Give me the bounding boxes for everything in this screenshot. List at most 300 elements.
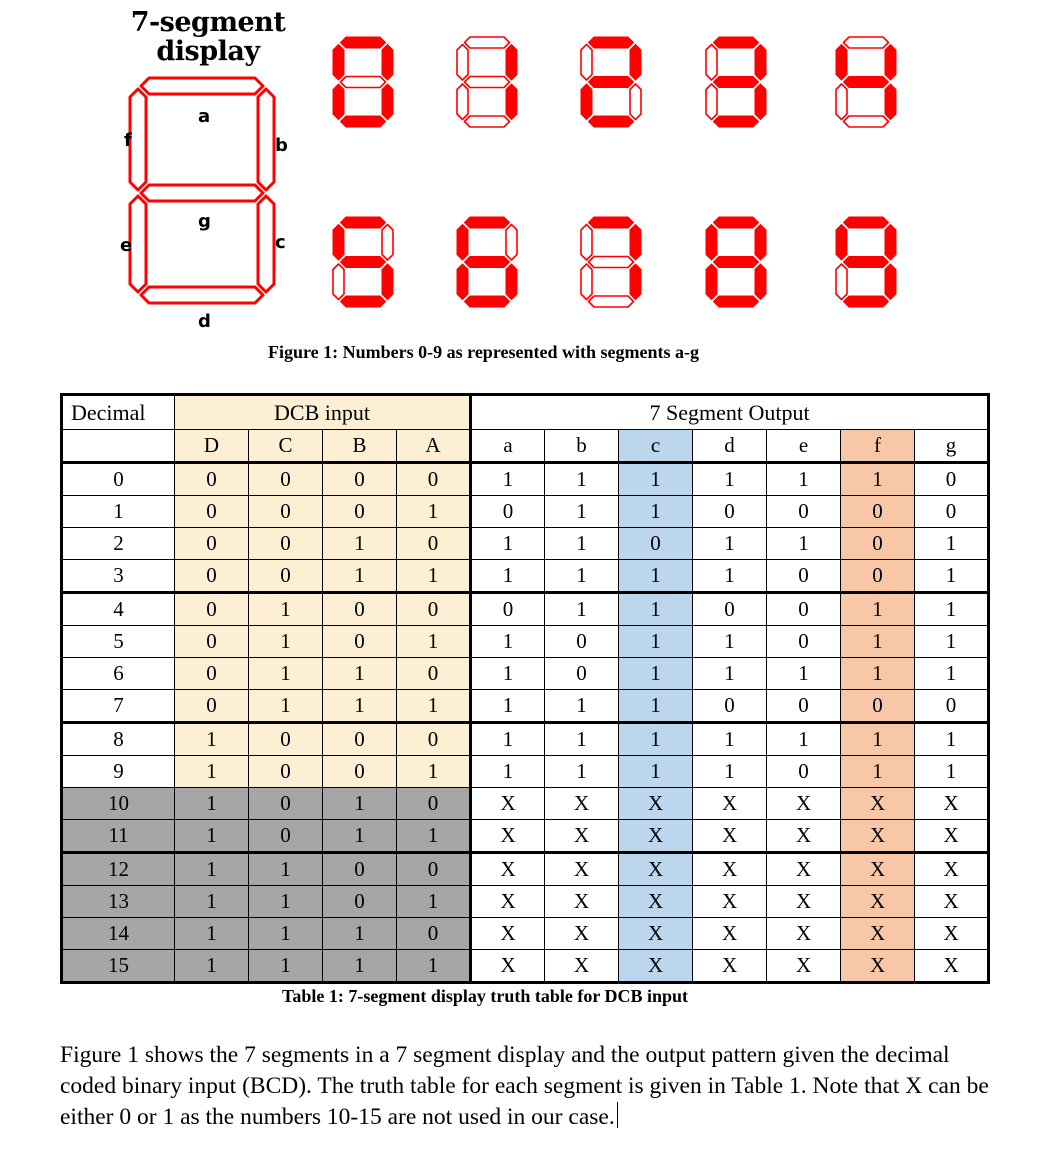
digit-7-segment-e — [581, 264, 592, 300]
input-cell-A: 1 — [397, 626, 471, 658]
input-cell-A: 0 — [397, 918, 471, 950]
input-cell-B: 0 — [323, 463, 397, 496]
input-cell-D: 1 — [175, 756, 249, 788]
text-cursor — [617, 1102, 618, 1128]
output-cell-b: 1 — [545, 496, 619, 528]
digit-8-segment-g — [714, 257, 759, 268]
digit-0-segment-a — [341, 37, 386, 48]
digit-2-segment-a — [589, 37, 634, 48]
segment-label-f: f — [124, 130, 132, 151]
digit-2-segment-d — [589, 116, 634, 127]
table-row — [62, 528, 989, 560]
digit-2-segment-b — [630, 45, 641, 81]
output-cell-g: 1 — [915, 560, 989, 593]
description-paragraph[interactable] — [60, 1040, 990, 1133]
table-row — [62, 756, 989, 788]
output-cell-g: X — [915, 820, 989, 853]
output-cell-g: 0 — [915, 463, 989, 496]
digit-5-segment-a — [341, 217, 386, 228]
input-cell-D: 1 — [175, 723, 249, 756]
input-cell-D: 0 — [175, 560, 249, 593]
output-cell-b: X — [545, 820, 619, 853]
input-cell-C: 1 — [249, 690, 323, 723]
output-cell-d: 0 — [693, 690, 767, 723]
output-cell-a: X — [471, 886, 545, 918]
output-cell-c: 1 — [619, 626, 693, 658]
output-cell-g: 1 — [915, 756, 989, 788]
output-cell-b: 1 — [545, 560, 619, 593]
digit-8-segment-e — [706, 264, 717, 300]
input-cell-D: 0 — [175, 528, 249, 560]
decimal-cell: 9 — [62, 756, 175, 788]
output-cell-a: X — [471, 820, 545, 853]
input-group-header: DCB input — [175, 395, 471, 430]
output-cell-e: 1 — [767, 463, 841, 496]
segment-label-d: d — [198, 311, 211, 332]
input-cell-A: 0 — [397, 463, 471, 496]
decimal-cell: 8 — [62, 723, 175, 756]
digit-6-segment-a — [465, 217, 510, 228]
digit-2 — [580, 36, 642, 133]
reference-segment-g — [141, 185, 263, 201]
digit-6-segment-d — [465, 296, 510, 307]
digit-1-segment-d — [465, 116, 510, 127]
input-cell-B: 1 — [323, 820, 397, 853]
digit-4-svg — [835, 36, 897, 128]
output-cell-g: X — [915, 853, 989, 886]
output-header-c: c — [619, 430, 693, 463]
output-cell-a: X — [471, 950, 545, 983]
output-cell-d: 0 — [693, 593, 767, 626]
digit-0-segment-e — [333, 84, 344, 120]
output-cell-e: X — [767, 820, 841, 853]
digit-3-segment-a — [714, 37, 759, 48]
output-cell-f: 0 — [841, 560, 915, 593]
digit-4-segment-d — [844, 116, 889, 127]
output-cell-b: 1 — [545, 593, 619, 626]
input-cell-B: 0 — [323, 723, 397, 756]
input-cell-A: 0 — [397, 528, 471, 560]
input-cell-C: 0 — [249, 463, 323, 496]
input-cell-B: 1 — [323, 918, 397, 950]
output-cell-b: X — [545, 853, 619, 886]
digit-8-segment-c — [755, 264, 766, 300]
input-cell-C: 0 — [249, 820, 323, 853]
output-cell-f: 1 — [841, 626, 915, 658]
output-cell-a: X — [471, 788, 545, 820]
output-cell-e: X — [767, 788, 841, 820]
table-group-header-row — [62, 395, 989, 430]
output-cell-c: X — [619, 918, 693, 950]
output-cell-d: 1 — [693, 626, 767, 658]
diagram-title-line1: 7-segment — [130, 7, 286, 38]
digit-7-segment-d — [589, 296, 634, 307]
output-cell-e: X — [767, 918, 841, 950]
table-column-header-row — [62, 430, 989, 463]
digit-7-segment-b — [630, 225, 641, 261]
segment-label-c: c — [275, 232, 286, 253]
figure-caption: Figure 1: Numbers 0-9 as represented with segments a-g — [268, 342, 699, 362]
digit-5-svg — [332, 216, 394, 308]
digit-9-segment-c — [885, 264, 896, 300]
output-cell-c: 1 — [619, 560, 693, 593]
digit-5-segment-f — [333, 225, 344, 261]
output-cell-d: X — [693, 820, 767, 853]
digit-4-segment-f — [836, 45, 847, 81]
digit-7-svg — [580, 216, 642, 308]
decimal-header: Decimal — [62, 395, 175, 430]
digit-7-segment-g — [589, 257, 634, 268]
output-cell-b: X — [545, 950, 619, 983]
output-cell-f: 1 — [841, 593, 915, 626]
digit-4-segment-c — [885, 84, 896, 120]
digit-6-segment-c — [506, 264, 517, 300]
output-cell-a: 1 — [471, 463, 545, 496]
input-cell-B: 1 — [323, 950, 397, 983]
table-row — [62, 593, 989, 626]
input-cell-C: 1 — [249, 593, 323, 626]
input-cell-B: 0 — [323, 756, 397, 788]
table-row — [62, 820, 989, 853]
digit-2-segment-g — [589, 77, 634, 88]
digit-1-segment-b — [506, 45, 517, 81]
output-cell-e: 1 — [767, 658, 841, 690]
output-cell-f: 1 — [841, 658, 915, 690]
digit-2-svg — [580, 36, 642, 128]
output-cell-f: 1 — [841, 463, 915, 496]
output-cell-f: 0 — [841, 690, 915, 723]
output-cell-a: 1 — [471, 658, 545, 690]
diagram-title-line2: display — [156, 36, 260, 67]
input-cell-B: 1 — [323, 528, 397, 560]
output-cell-a: 1 — [471, 723, 545, 756]
decimal-cell: 6 — [62, 658, 175, 690]
digit-0-segment-g — [341, 77, 386, 88]
digit-6 — [456, 216, 518, 313]
decimal-cell: 3 — [62, 560, 175, 593]
output-cell-c: X — [619, 820, 693, 853]
output-cell-g: 1 — [915, 593, 989, 626]
input-cell-A: 1 — [397, 820, 471, 853]
segment-label-g: g — [198, 211, 211, 232]
output-cell-g: 1 — [915, 528, 989, 560]
output-cell-e: 0 — [767, 690, 841, 723]
input-cell-C: 1 — [249, 950, 323, 983]
output-cell-b: X — [545, 788, 619, 820]
decimal-cell: 5 — [62, 626, 175, 658]
output-cell-f: 0 — [841, 496, 915, 528]
digit-1-svg — [456, 36, 518, 128]
segment-label-a: a — [198, 106, 211, 127]
output-cell-g: 0 — [915, 496, 989, 528]
output-cell-d: X — [693, 788, 767, 820]
input-cell-D: 0 — [175, 626, 249, 658]
digit-3-segment-f — [706, 45, 717, 81]
output-cell-d: 0 — [693, 496, 767, 528]
output-cell-b: 1 — [545, 723, 619, 756]
input-cell-B: 1 — [323, 560, 397, 593]
digit-8-segment-a — [714, 217, 759, 228]
input-cell-A: 0 — [397, 788, 471, 820]
segment-label-e: e — [120, 235, 133, 256]
digit-6-segment-g — [465, 257, 510, 268]
output-cell-c: 1 — [619, 496, 693, 528]
input-cell-D: 1 — [175, 950, 249, 983]
input-cell-C: 1 — [249, 626, 323, 658]
output-cell-b: 1 — [545, 528, 619, 560]
input-cell-D: 0 — [175, 690, 249, 723]
input-cell-A: 0 — [397, 723, 471, 756]
reference-segment-e — [130, 196, 146, 292]
table-row — [62, 950, 989, 983]
digit-5 — [332, 216, 394, 313]
input-cell-C: 0 — [249, 788, 323, 820]
output-cell-c: 1 — [619, 690, 693, 723]
diagram-title — [128, 8, 288, 66]
output-cell-f: X — [841, 853, 915, 886]
input-cell-B: 0 — [323, 593, 397, 626]
output-cell-c: X — [619, 950, 693, 983]
digit-2-segment-e — [581, 84, 592, 120]
output-cell-a: 1 — [471, 560, 545, 593]
reference-segment-c — [258, 196, 274, 292]
decimal-cell: 13 — [62, 886, 175, 918]
input-cell-A: 1 — [397, 756, 471, 788]
digit-7-segment-f — [581, 225, 592, 261]
digit-0-svg — [332, 36, 394, 128]
input-cell-B: 1 — [323, 788, 397, 820]
output-cell-b: 1 — [545, 756, 619, 788]
output-cell-e: 1 — [767, 723, 841, 756]
digit-8-svg — [705, 216, 767, 308]
decimal-cell: 2 — [62, 528, 175, 560]
digit-1-segment-a — [465, 37, 510, 48]
digit-8-segment-f — [706, 225, 717, 261]
digit-9-segment-f — [836, 225, 847, 261]
output-cell-g: X — [915, 918, 989, 950]
output-cell-g: X — [915, 886, 989, 918]
decimal-cell: 11 — [62, 820, 175, 853]
output-cell-b: 0 — [545, 658, 619, 690]
digit-9-segment-d — [844, 296, 889, 307]
output-cell-d: 1 — [693, 723, 767, 756]
description-text: Figure 1 shows the 7 segments in a 7 segment display and the output pattern given the decimal coded binary input (BCD). The truth table for each segment is given in Table 1. Note that X can be either 0 or 1 as the numbers 10-15 are not used in our case. — [60, 1042, 989, 1130]
labeled-segment-diagram — [110, 70, 290, 332]
table-row — [62, 626, 989, 658]
output-cell-e: 0 — [767, 496, 841, 528]
digit-1-segment-g — [465, 77, 510, 88]
decimal-cell: 4 — [62, 593, 175, 626]
digit-7 — [580, 216, 642, 313]
input-cell-C: 1 — [249, 853, 323, 886]
output-cell-c: 0 — [619, 528, 693, 560]
digit-6-segment-f — [457, 225, 468, 261]
digit-6-segment-b — [506, 225, 517, 261]
digit-6-segment-e — [457, 264, 468, 300]
output-cell-d: X — [693, 918, 767, 950]
output-cell-a: X — [471, 853, 545, 886]
input-cell-B: 0 — [323, 626, 397, 658]
input-cell-A: 0 — [397, 593, 471, 626]
output-cell-d: 1 — [693, 756, 767, 788]
digit-3-segment-c — [755, 84, 766, 120]
input-cell-B: 0 — [323, 496, 397, 528]
decimal-cell: 14 — [62, 918, 175, 950]
output-cell-c: 1 — [619, 463, 693, 496]
input-cell-D: 1 — [175, 853, 249, 886]
output-cell-e: X — [767, 886, 841, 918]
input-cell-B: 1 — [323, 658, 397, 690]
digit-9-segment-a — [844, 217, 889, 228]
output-group-header: 7 Segment Output — [471, 395, 989, 430]
output-cell-g: X — [915, 950, 989, 983]
input-cell-D: 0 — [175, 463, 249, 496]
digit-4 — [835, 36, 897, 133]
output-cell-f: 0 — [841, 528, 915, 560]
output-cell-a: 1 — [471, 528, 545, 560]
output-cell-d: X — [693, 950, 767, 983]
digit-6-svg — [456, 216, 518, 308]
input-cell-C: 0 — [249, 528, 323, 560]
output-cell-c: X — [619, 788, 693, 820]
digit-7-segment-a — [589, 217, 634, 228]
digit-8-segment-b — [755, 225, 766, 261]
output-header-d: d — [693, 430, 767, 463]
input-header-A: A — [397, 430, 471, 463]
output-cell-g: X — [915, 788, 989, 820]
decimal-cell: 0 — [62, 463, 175, 496]
output-header-f: f — [841, 430, 915, 463]
digit-3 — [705, 36, 767, 133]
input-cell-D: 1 — [175, 820, 249, 853]
output-cell-e: 0 — [767, 593, 841, 626]
digit-0 — [332, 36, 394, 133]
input-cell-A: 1 — [397, 690, 471, 723]
input-cell-B: 0 — [323, 853, 397, 886]
decimal-cell: 10 — [62, 788, 175, 820]
table-row — [62, 886, 989, 918]
input-cell-B: 0 — [323, 886, 397, 918]
digit-2-segment-f — [581, 45, 592, 81]
output-cell-b: 0 — [545, 626, 619, 658]
output-cell-b: X — [545, 886, 619, 918]
output-cell-e: 0 — [767, 756, 841, 788]
digit-0-segment-d — [341, 116, 386, 127]
output-cell-f: X — [841, 918, 915, 950]
output-cell-f: X — [841, 886, 915, 918]
decimal-cell: 12 — [62, 853, 175, 886]
input-cell-B: 1 — [323, 690, 397, 723]
table-row — [62, 658, 989, 690]
digit-4-segment-e — [836, 84, 847, 120]
output-cell-g: 1 — [915, 658, 989, 690]
decimal-cell: 15 — [62, 950, 175, 983]
output-cell-a: 0 — [471, 593, 545, 626]
output-cell-a: X — [471, 918, 545, 950]
output-cell-g: 1 — [915, 723, 989, 756]
input-header-D: D — [175, 430, 249, 463]
digit-1-segment-e — [457, 84, 468, 120]
input-header-C: C — [249, 430, 323, 463]
input-cell-D: 1 — [175, 918, 249, 950]
input-cell-A: 1 — [397, 886, 471, 918]
output-cell-b: X — [545, 918, 619, 950]
digit-1-segment-c — [506, 84, 517, 120]
input-header-B: B — [323, 430, 397, 463]
digit-3-segment-e — [706, 84, 717, 120]
digit-4-segment-g — [844, 77, 889, 88]
output-cell-c: 1 — [619, 756, 693, 788]
output-header-a: a — [471, 430, 545, 463]
output-cell-f: X — [841, 950, 915, 983]
digit-5-segment-c — [382, 264, 393, 300]
digit-9-segment-g — [844, 257, 889, 268]
output-cell-d: 1 — [693, 658, 767, 690]
output-cell-a: 1 — [471, 690, 545, 723]
digit-2-segment-c — [630, 84, 641, 120]
output-cell-e: X — [767, 950, 841, 983]
output-header-e: e — [767, 430, 841, 463]
input-cell-D: 1 — [175, 886, 249, 918]
digit-3-segment-g — [714, 77, 759, 88]
table-row — [62, 788, 989, 820]
output-cell-e: 0 — [767, 626, 841, 658]
digit-5-segment-b — [382, 225, 393, 261]
digit-1 — [456, 36, 518, 133]
digit-3-segment-b — [755, 45, 766, 81]
reference-segment-d — [141, 287, 263, 303]
output-cell-d: X — [693, 853, 767, 886]
digit-5-segment-d — [341, 296, 386, 307]
input-cell-A: 1 — [397, 496, 471, 528]
input-cell-A: 0 — [397, 853, 471, 886]
digit-4-segment-b — [885, 45, 896, 81]
digit-0-segment-f — [333, 45, 344, 81]
digit-7-segment-c — [630, 264, 641, 300]
digit-9-segment-b — [885, 225, 896, 261]
table-row — [62, 690, 989, 723]
input-cell-C: 1 — [249, 658, 323, 690]
reference-segment-a — [141, 78, 263, 94]
output-header-g: g — [915, 430, 989, 463]
table-row — [62, 853, 989, 886]
digit-3-svg — [705, 36, 767, 128]
decimal-subheader-empty — [62, 430, 175, 463]
input-cell-A: 1 — [397, 950, 471, 983]
output-cell-e: 1 — [767, 528, 841, 560]
output-cell-a: 1 — [471, 756, 545, 788]
table-row — [62, 463, 989, 496]
output-cell-f: X — [841, 820, 915, 853]
input-cell-C: 1 — [249, 886, 323, 918]
digit-8 — [705, 216, 767, 313]
digit-8-segment-d — [714, 296, 759, 307]
table-caption: Table 1: 7-segment display truth table for DCB input — [282, 986, 689, 1006]
output-cell-d: 1 — [693, 463, 767, 496]
output-cell-a: 1 — [471, 626, 545, 658]
input-cell-D: 0 — [175, 593, 249, 626]
output-cell-d: 1 — [693, 528, 767, 560]
input-cell-C: 0 — [249, 560, 323, 593]
output-cell-d: 1 — [693, 560, 767, 593]
truth-table — [60, 393, 990, 984]
reference-segment-f — [130, 89, 146, 190]
output-cell-f: 1 — [841, 756, 915, 788]
output-cell-c: 1 — [619, 723, 693, 756]
output-cell-c: 1 — [619, 658, 693, 690]
input-cell-C: 0 — [249, 496, 323, 528]
table-row — [62, 918, 989, 950]
